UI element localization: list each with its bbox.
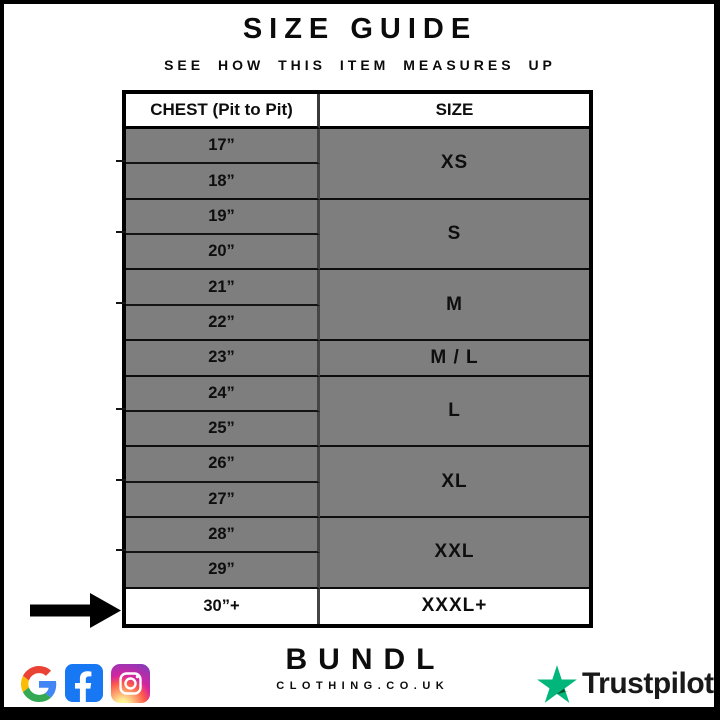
- chest-cell: 28”: [126, 518, 320, 553]
- brand-domain: CLOTHING.CO.UK: [276, 680, 450, 692]
- page-subtitle: SEE HOW THIS ITEM MEASURES UP: [164, 57, 556, 73]
- chest-cell: 21”: [126, 270, 320, 305]
- chest-cell: 24”: [126, 377, 320, 412]
- size-cell: M / L: [320, 341, 589, 376]
- chest-cell: 18”: [126, 164, 320, 199]
- size-table: [122, 90, 593, 628]
- chest-cell: 27”: [126, 483, 320, 518]
- trustpilot-label: Trustpilot: [582, 667, 714, 700]
- chest-cell: 25”: [126, 412, 320, 447]
- size-cell: XL: [320, 447, 589, 518]
- chest-cell: 20”: [126, 235, 320, 270]
- size-cell: S: [320, 200, 589, 271]
- size-column-header: SIZE: [320, 94, 589, 129]
- size-cell: L: [320, 377, 589, 448]
- size-cell: XXL: [320, 518, 589, 589]
- chest-cell: 17”: [126, 129, 320, 164]
- size-cell-highlighted: XXXL+: [320, 589, 589, 624]
- chest-cell: 19”: [126, 200, 320, 235]
- chest-cell: 26”: [126, 447, 320, 482]
- size-cell: M: [320, 270, 589, 341]
- trustpilot-star-icon: [537, 665, 577, 703]
- chest-cell: 29”: [126, 553, 320, 588]
- trustpilot-logo: [537, 665, 714, 703]
- highlight-arrow-icon: [30, 592, 122, 629]
- page-title: SIZE GUIDE: [242, 13, 478, 45]
- chest-cell: 22”: [126, 306, 320, 341]
- brand-name: BUNDL: [285, 643, 446, 676]
- size-cell: XS: [320, 129, 589, 200]
- chest-cell: 23”: [126, 341, 320, 376]
- chest-column-header: CHEST (Pit to Pit): [126, 94, 320, 129]
- chest-cell-highlighted: 30”+: [126, 589, 320, 624]
